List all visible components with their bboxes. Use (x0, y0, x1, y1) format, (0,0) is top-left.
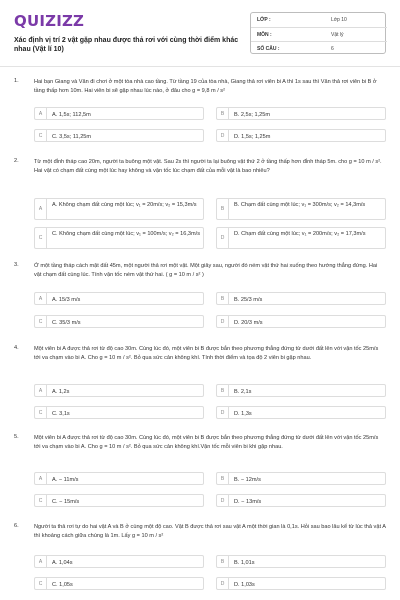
option-text: A. Không chạm đất cùng một lúc; v₁ = 20m/s; v₂ = 15,3m/s (52, 201, 197, 208)
option-text: B. − 12m/s (234, 476, 261, 483)
option-letter: C (35, 130, 47, 141)
option-text: A. − 11m/s (52, 476, 79, 483)
meta-row-question-count (251, 41, 387, 55)
option-letter: B (217, 473, 229, 484)
option-letter: D (217, 228, 229, 248)
option-text: B. 2,5s; 1,25m (234, 111, 271, 118)
option-text: A. 1,5s; 112,5m (52, 111, 91, 118)
option-letter: B (217, 108, 229, 119)
meta-label: MÔN : (257, 32, 272, 38)
option-c[interactable] (34, 227, 204, 249)
question-number: 5. (14, 434, 19, 440)
option-text: C. Không chạm đất cùng một lúc; v₁ = 100m/s; v₂ = 16,3m/s (52, 230, 201, 237)
option-text: D. 20/3 m/s (234, 319, 263, 326)
question-number: 2. (14, 158, 19, 164)
question-number: 4. (14, 345, 19, 351)
option-d[interactable] (216, 577, 386, 590)
option-text: A. 15/3 m/s (52, 296, 81, 303)
option-text: C. 3,5s; 11,25m (52, 133, 92, 140)
option-b[interactable] (216, 555, 386, 568)
option-text: D. 1,3s (234, 410, 252, 417)
option-d[interactable] (216, 315, 386, 328)
option-letter: A (35, 473, 47, 484)
option-a[interactable] (34, 198, 204, 220)
question-number: 1. (14, 78, 19, 84)
option-letter: A (35, 293, 47, 304)
option-c[interactable] (34, 315, 204, 328)
question-text: Ở một tầng tháp cách mặt đất 45m, một người thả rơi một vật. Một giây sau, người đó ném vật thứ hai xuống theo hướng thẳng đứng. Hai vật chạm đất cùng lúc. Tính vận tốc ném vật thứ hai. ( g = 10 m / s² ) (34, 263, 378, 279)
option-text: C. 35/3 m/s (52, 319, 81, 326)
option-letter: D (217, 407, 229, 418)
meta-label: SỐ CÂU : (257, 46, 280, 52)
option-letter: D (217, 316, 229, 327)
option-a[interactable] (34, 555, 204, 568)
option-text: A. 1,2s (52, 388, 70, 395)
option-text: D. − 13m/s (234, 498, 262, 505)
option-c[interactable] (34, 406, 204, 419)
meta-info-box (250, 12, 386, 54)
option-text: D. 1,03s (234, 581, 255, 588)
option-letter: C (35, 407, 47, 418)
question-text: Một viên bi A được thả rơi từ độ cao 30m. Cùng lúc đó, một viên bi B được bắn theo phương thẳng đứng từ dưới đất lên với vận tốc 25m/s tới va chạm vào bi A. Cho g = 10 m / s². Bỏ qua sức cản không khí. Tính thời điểm và tọa độ 2 viên bi gặp nhau. (34, 346, 379, 362)
option-a[interactable] (34, 472, 204, 485)
question-text: Hai bạn Giang và Văn đi chơi ở một tòa nhà cao tầng. Từ tầng 19 của tòa nhà, Giang thả rơi viên bi A thì 1s sau thì Văn thả rơi viên bi B ở tầng thấp hơn 10m. Hai viên bi sẽ gặp nhau lúc nào, ở đâu cho g = 9,8 m / s² (34, 79, 377, 95)
meta-value: 6 (331, 46, 334, 52)
option-text: B. 25/3 m/s (234, 296, 263, 303)
option-letter: D (217, 578, 229, 589)
header-divider (0, 66, 400, 67)
option-text: D. Chạm đất cùng một lúc; v₁ = 200m/s; v₂ = 17,3m/s (234, 230, 366, 237)
option-text: C. 1,05s (52, 581, 73, 588)
option-letter: B (217, 385, 229, 396)
option-d[interactable] (216, 406, 386, 419)
option-letter: B (217, 556, 229, 567)
option-b[interactable] (216, 384, 386, 397)
option-letter: C (35, 228, 47, 248)
option-letter: C (35, 316, 47, 327)
question-number: 3. (14, 262, 19, 268)
option-letter: D (217, 495, 229, 506)
option-letter: B (217, 199, 229, 219)
option-c[interactable] (34, 577, 204, 590)
option-text: A. 1,04s (52, 559, 73, 566)
option-letter: A (35, 385, 47, 396)
option-text: C. 3,1s (52, 410, 70, 417)
option-b[interactable] (216, 198, 386, 220)
option-d[interactable] (216, 494, 386, 507)
option-b[interactable] (216, 472, 386, 485)
option-letter: A (35, 556, 47, 567)
meta-row-subject (251, 27, 387, 41)
worksheet-header (14, 12, 386, 58)
option-d[interactable] (216, 227, 386, 249)
question-number: 6. (14, 523, 19, 529)
option-d[interactable] (216, 129, 386, 142)
question-text: Một viên bi A được thả rơi từ độ cao 30m. Cùng lúc đó, một viên bi B được bắn theo phương thẳng đứng từ dưới đất lên với vận tốc 25m/s tới va chạm vào bi A. Cho g = 10 m / s². Bỏ qua sức cản không khí.Vận tốc mỗi viên bi khi gặp nhau. (34, 435, 379, 451)
option-letter: C (35, 495, 47, 506)
option-text: B. 1,01s (234, 559, 255, 566)
option-c[interactable] (34, 129, 204, 142)
option-letter: A (35, 108, 47, 119)
option-text: B. 2,1s (234, 388, 252, 395)
option-text: C. − 15m/s (52, 498, 80, 505)
option-a[interactable] (34, 292, 204, 305)
question-text: Người ta thả rơi tự do hai vật A và B ở cùng một độ cao. Vật B được thả rơi sau vật A một thời gian là 0,1s. Hỏi sau bao lâu kể từ lúc thả vật A thì khoảng cách giữa chúng là 1m. Lấy g = 10 m / s² (34, 524, 386, 540)
option-letter: B (217, 293, 229, 304)
quizizz-logo: QUIZIZZ (14, 12, 85, 30)
option-a[interactable] (34, 107, 204, 120)
meta-value: Lớp 10 (331, 17, 347, 23)
option-b[interactable] (216, 107, 386, 120)
option-c[interactable] (34, 494, 204, 507)
meta-value: Vật lý (331, 32, 344, 38)
option-a[interactable] (34, 384, 204, 397)
option-text: D. 1,5s; 1,25m (234, 133, 271, 140)
option-letter: D (217, 130, 229, 141)
meta-row-class (251, 13, 387, 27)
question-text: Từ một đỉnh tháp cao 20m, người ta buông một vật. Sau 2s thì người ta lại buông vật thứ 2 ở tầng thấp hơn đỉnh tháp 5m. cho g = 10 m / s². Hai vật có chạm đất cùng một lúc hay không và vận tốc lúc chạm đất của mỗi vật là bao nhiêu? (34, 159, 382, 175)
option-letter: A (35, 199, 47, 219)
option-letter: C (35, 578, 47, 589)
option-b[interactable] (216, 292, 386, 305)
worksheet-title: Xác định vị trí 2 vật gặp nhau được thả rơi với cùng thời điểm khác nhau (Vật lí 10) (14, 37, 239, 53)
meta-label: LỚP : (257, 17, 271, 23)
option-text: B. Chạm đất cùng một lúc; v₁ = 300m/s; v₂ = 14,3m/s (234, 201, 366, 208)
